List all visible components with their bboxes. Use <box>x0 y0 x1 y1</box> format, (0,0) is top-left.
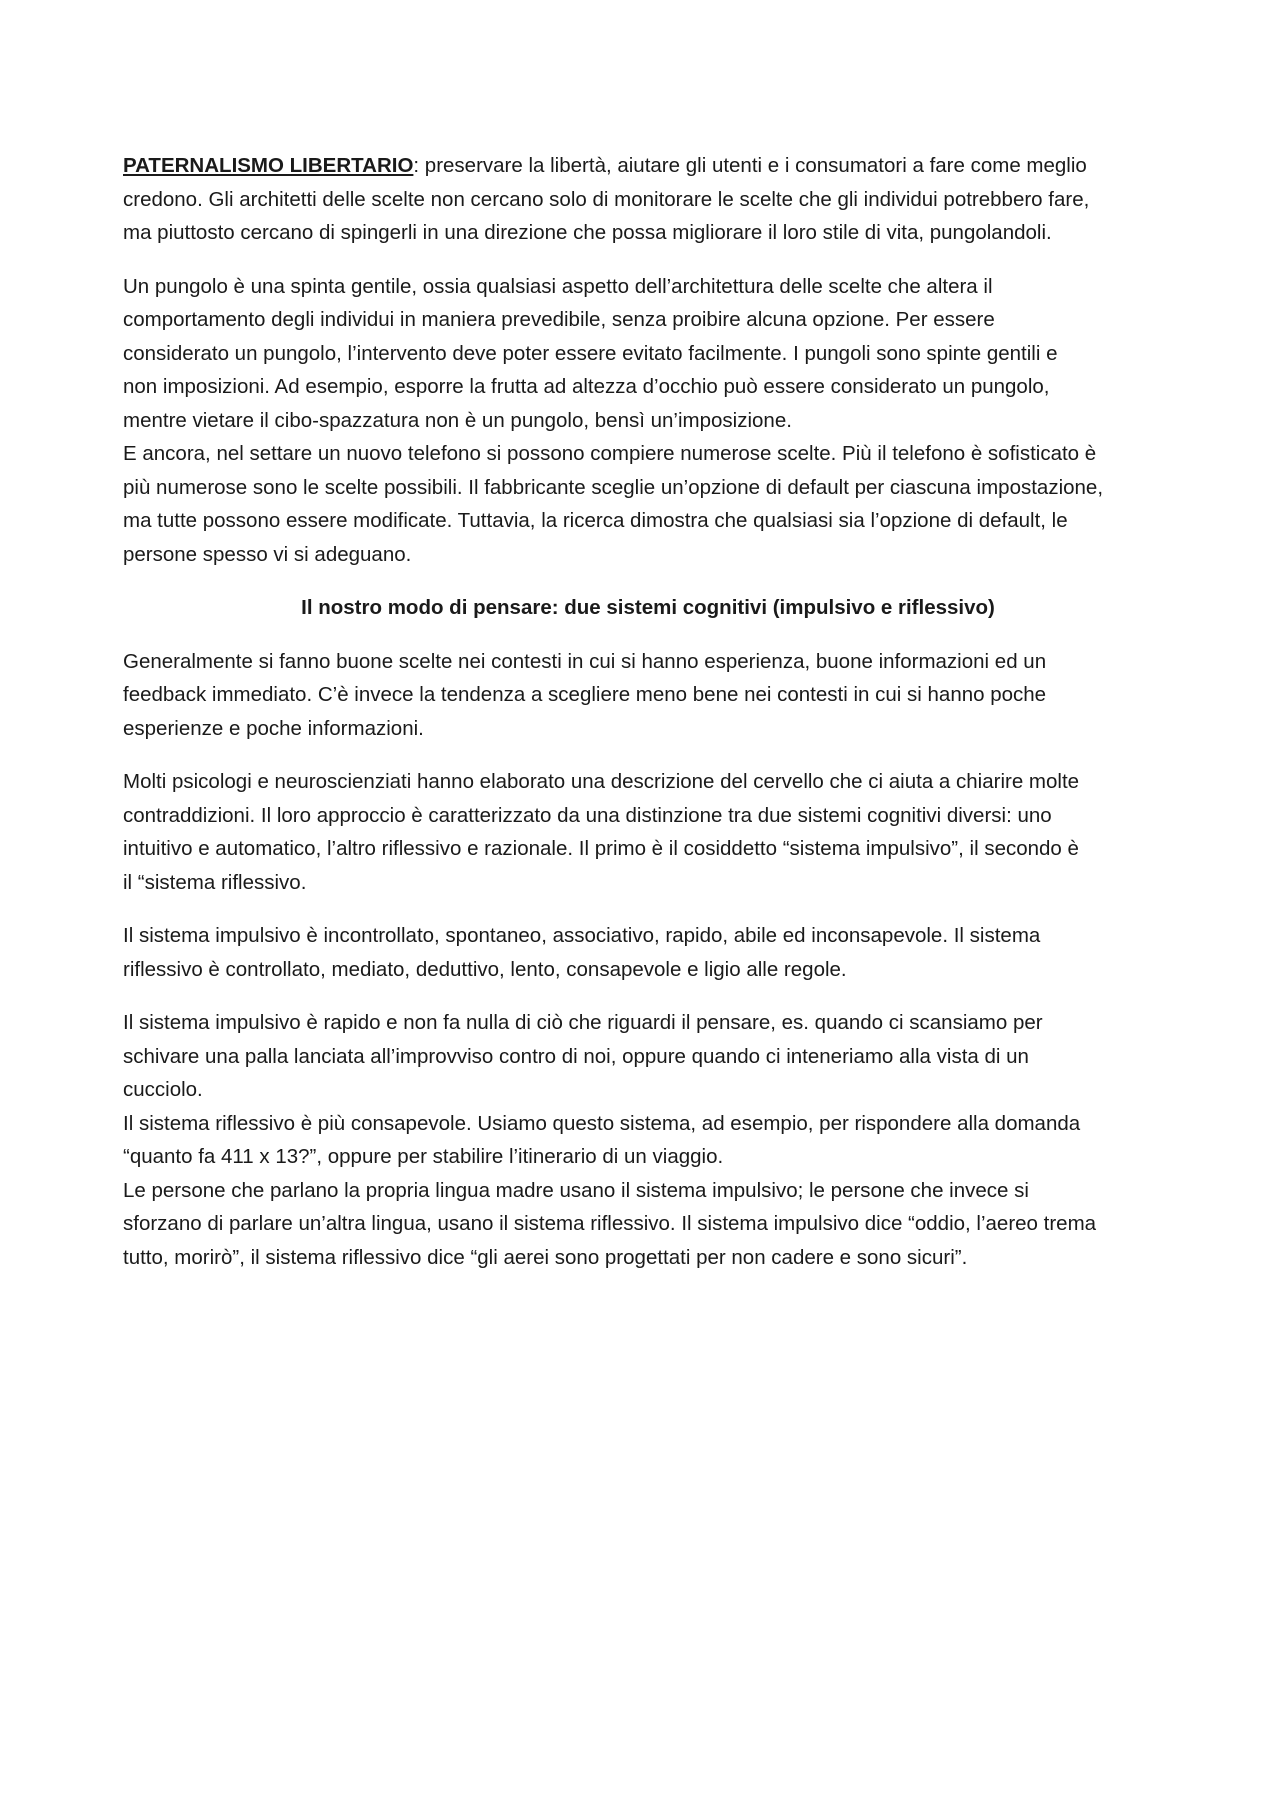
paragraph-psicologi <box>123 765 1173 899</box>
paragraph-line: Il sistema impulsivo è incontrollato, spontaneo, associativo, rapido, abile ed inconsapevole. Il sistema <box>123 924 1041 947</box>
paragraph-line: riflessivo è controllato, mediato, deduttivo, lento, consapevole e ligio alle regole. <box>123 957 847 981</box>
paragraph-line: Il sistema riflessivo è più consapevole. Usiamo questo sistema, ad esempio, per rispondere alla domanda <box>123 1111 1081 1135</box>
paragraph-line: tutto, morirò”, il sistema riflessivo dice “gli aerei sono progettati per non cadere e sono sicuri”. <box>123 1245 968 1269</box>
paragraph-paternalismo <box>123 149 1173 250</box>
paragraph-line <box>123 149 1173 183</box>
paragraph-line: E ancora, nel settare un nuovo telefono si possono compiere numerose scelte. Più il telefono è sofisticato è <box>123 442 1097 465</box>
paragraph-line: credono. Gli architetti delle scelte non cercano solo di monitorare le scelte che gli individui potrebbero fare, <box>123 187 1090 211</box>
paragraph-sistemi <box>123 919 1173 986</box>
paragraph-line: non imposizioni. Ad esempio, esporre la frutta ad altezza d’occhio può essere considerato un pungolo, <box>123 375 1050 398</box>
paragraph-line: feedback immediato. C’è invece la tendenza a scegliere meno bene nei contesti in cui si hanno poche <box>123 683 1047 706</box>
paragraph-line: Molti psicologi e neuroscienziati hanno elaborato una descrizione del cervello che ci aiuta a chiarire molte <box>123 770 1080 793</box>
paragraph-pungolo <box>123 270 1173 572</box>
paragraph-line: Le persone che parlano la propria lingua madre usano il sistema impulsivo; le persone che invece si <box>123 1178 1029 1202</box>
paragraph-esempi <box>123 1006 1173 1274</box>
paragraph-buone-scelte <box>123 645 1173 746</box>
paragraph-line: schivare una palla lanciata all’improvviso contro di noi, oppure quando ci inteneriamo alla vista di un <box>123 1044 1029 1068</box>
document-page <box>123 149 1173 1294</box>
paragraph-line: il “sistema riflessivo. <box>123 870 307 894</box>
paragraph-line: intuitivo e automatico, l’altro riflessivo e razionale. Il primo è il cosiddetto “sistema impulsivo”, il secondo è <box>123 837 1079 860</box>
paragraph-line: più numerose sono le scelte possibili. Il fabbricante sceglie un’opzione di default per ciascuna impostazione, <box>123 475 1104 499</box>
paragraph-line: persone spesso vi si adeguano. <box>123 542 412 566</box>
lead-line-text: : preservare la libertà, aiutare gli utenti e i consumatori a fare come meglio <box>413 154 1087 177</box>
paragraph-line: mentre vietare il cibo-spazzatura non è un pungolo, bensì un’imposizione. <box>123 408 792 432</box>
paragraph-line: considerato un pungolo, l’intervento deve poter essere evitato facilmente. I pungoli sono spinte gentili e <box>123 341 1058 365</box>
paragraph-line: Un pungolo è una spinta gentile, ossia qualsiasi aspetto dell’architettura delle scelte che altera il <box>123 274 993 298</box>
paragraph-line: comportamento degli individui in maniera prevedibile, senza proibire alcuna opzione. Per essere <box>123 308 995 331</box>
paragraph-line: esperienze e poche informazioni. <box>123 716 424 740</box>
paragraph-line: cucciolo. <box>123 1078 203 1101</box>
section-heading: Il nostro modo di pensare: due sistemi cognitivi (impulsivo e riflessivo) <box>301 596 995 619</box>
paragraph-line: Il sistema impulsivo è rapido e non fa nulla di ciò che riguardi il pensare, es. quando ci scansiamo per <box>123 1011 1043 1034</box>
paragraph-line: “quanto fa 411 x 13?”, oppure per stabilire l’itinerario di un viaggio. <box>123 1145 724 1168</box>
paragraph-line: Generalmente si fanno buone scelte nei contesti in cui si hanno esperienza, buone informazioni ed un <box>123 649 1047 673</box>
paragraph-line: ma piuttosto cercano di spingerli in una direzione che possa migliorare il loro stile di vita, pungolandoli. <box>123 221 1052 244</box>
paragraph-line: contraddizioni. Il loro approccio è caratterizzato da una distinzione tra due sistemi cognitivi diversi: uno <box>123 803 1052 827</box>
paragraph-line: ma tutte possono essere modificate. Tuttavia, la ricerca dimostra che qualsiasi sia l’opzione di default, le <box>123 509 1068 532</box>
lead-term: PATERNALISMO LIBERTARIO <box>123 154 414 177</box>
paragraph-line: sforzano di parlare un’altra lingua, usano il sistema riflessivo. Il sistema impulsivo dice “oddio, l’aereo trema <box>123 1212 1097 1235</box>
